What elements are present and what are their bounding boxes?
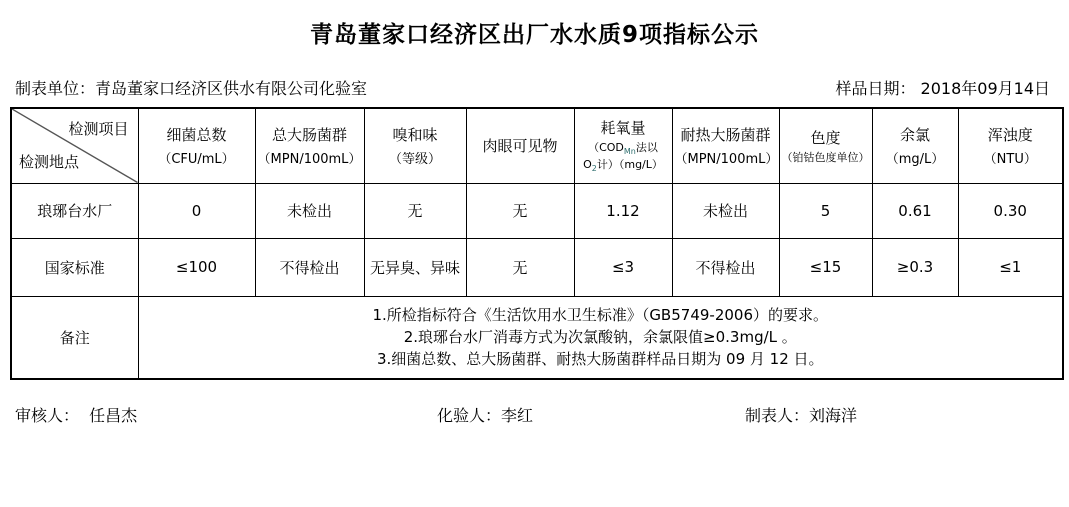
- col-header-odor-taste: 嗅和味 （等级）: [364, 108, 466, 183]
- corner-top-label: 检测项目: [68, 120, 129, 138]
- page-title: 青岛董家口经济区出厂水水质9项指标公示: [309, 22, 759, 48]
- value-cell: 无异臭、异味: [364, 238, 466, 296]
- water-quality-table: [10, 107, 1064, 380]
- value-cell: 不得检出: [255, 238, 364, 296]
- value-cell: ≥0.3: [872, 238, 958, 296]
- remarks-content: [138, 296, 1063, 379]
- col-header-residual-chlorine: 余氯 （mg/L）: [872, 108, 958, 183]
- header-row: [11, 108, 1063, 183]
- remarks-label: 备注: [11, 296, 138, 379]
- value-cell: 0: [138, 183, 255, 238]
- value-cell: ≤3: [574, 238, 672, 296]
- value-cell: 无: [466, 238, 574, 296]
- col-header-visible-matter: 肉眼可见物: [466, 108, 574, 183]
- col-header-total-coliform: 总大肠菌群 （MPN/100mL）: [255, 108, 364, 183]
- value-cell: 未检出: [672, 183, 779, 238]
- value-cell: 5: [779, 183, 872, 238]
- value-cell: 0.30: [958, 183, 1063, 238]
- tester-label: 化验人：李红: [437, 406, 534, 425]
- value-cell: ≤100: [138, 238, 255, 296]
- org-label: 制表单位：青岛董家口经济区供水有限公司化验室: [15, 79, 368, 98]
- remark-line: 1.所检指标符合《生活饮用水卫生标准》（GB5749-2006）的要求。: [372, 306, 828, 325]
- col-header-bacteria-count: 细菌总数 （CFU/mL）: [138, 108, 255, 183]
- value-cell: 无: [466, 183, 574, 238]
- col-header-turbidity: 浑浊度 （NTU）: [958, 108, 1063, 183]
- meta-row: [15, 76, 1050, 99]
- value-cell: 未检出: [255, 183, 364, 238]
- value-cell: 不得检出: [672, 238, 779, 296]
- preparer-label: 制表人：刘海洋: [745, 406, 858, 425]
- sample-date-label: 样品日期： 2018年09月14日: [835, 79, 1050, 98]
- reviewer-label: 审核人： 任昌杰: [15, 406, 138, 425]
- cod-mn-subscript: Mn: [623, 147, 636, 157]
- row-label-national-standard: 国家标准: [11, 238, 138, 296]
- corner-bottom-label: 检测地点: [19, 152, 80, 171]
- signature-row: [0, 403, 1069, 425]
- remarks-row: [11, 296, 1063, 379]
- remark-line: 2.琅琊台水厂消毒方式为次氯酸钠，余氯限值≥0.3mg/L 。: [403, 328, 797, 347]
- value-cell: ≤15: [779, 238, 872, 296]
- table-row-langyatai: [11, 183, 1063, 238]
- value-cell: ≤1: [958, 238, 1063, 296]
- col-header-oxygen-consumption: 耗氧量 （$COD_{Mn}$法以 $O_2$计）（mg/L）: [574, 108, 672, 183]
- value-cell: 无: [364, 183, 466, 238]
- value-cell: 0.61: [872, 183, 958, 238]
- col-header-chroma: 色度 （铂钴色度单位）: [779, 108, 872, 183]
- o2-subscript: 2: [591, 164, 597, 174]
- corner-cell: [11, 108, 138, 183]
- value-cell: 1.12: [574, 183, 672, 238]
- col-header-thermotolerant-coliform: 耐热大肠菌群 （MPN/100mL）: [672, 108, 779, 183]
- remark-line: 3.细菌总数、总大肠菌群、耐热大肠菌群样品日期为 09 月 12 日。: [376, 350, 824, 369]
- table-row-national-standard: [11, 238, 1063, 296]
- oxygen-unit: （$COD_{Mn}$法以 $O_2$计）（mg/L）: [583, 140, 663, 174]
- row-label-langyatai-plant: 琅琊台水厂: [11, 183, 138, 238]
